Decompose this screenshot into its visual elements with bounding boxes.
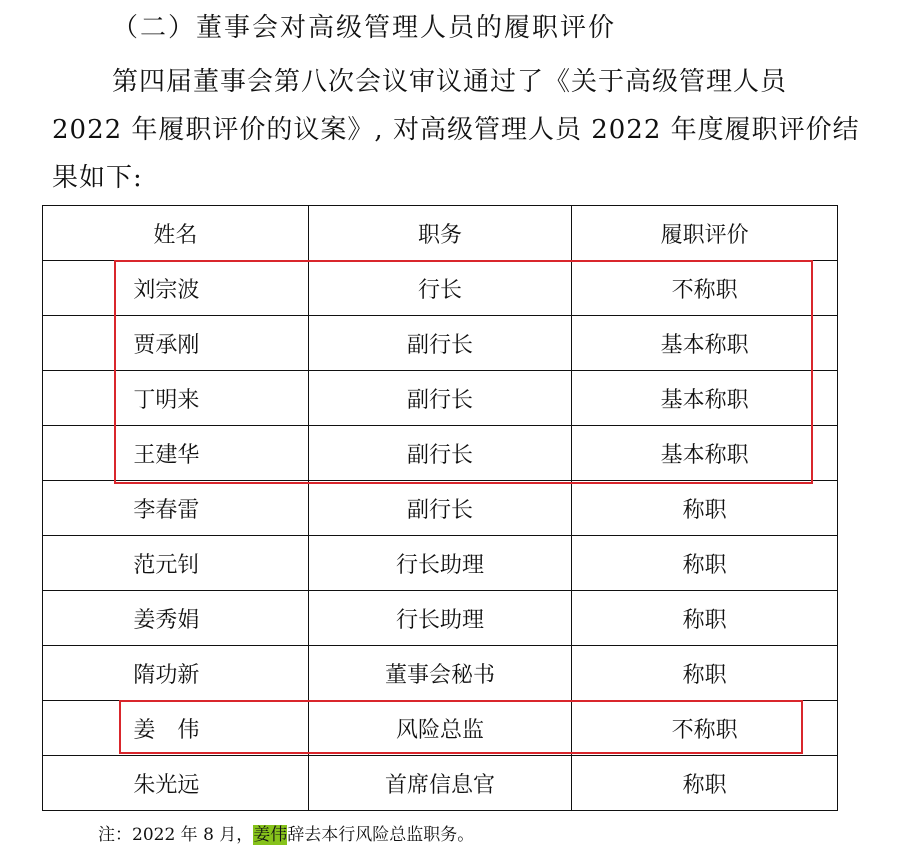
cell-name	[43, 316, 309, 371]
paragraph-line-1: 第四届董事会第八次会议审议通过了《关于高级管理人员	[112, 67, 788, 97]
cell-name	[43, 261, 309, 316]
cell-rating: 称职	[572, 481, 838, 536]
footnote-prefix: 注：2022 年 8 月，	[98, 825, 254, 845]
cell-position: 副行长	[308, 371, 572, 426]
cell-position: 副行长	[308, 426, 572, 481]
cell-name	[43, 646, 309, 701]
name-text: 贾承刚	[133, 332, 200, 358]
table-header-row	[43, 206, 838, 261]
name-text: 朱光远	[133, 772, 200, 798]
name-text: 隋功新	[133, 662, 200, 688]
table-row	[43, 371, 838, 426]
name-text: 姜 伟	[133, 717, 200, 743]
name-text: 王建华	[133, 442, 200, 468]
cell-rating: 不称职	[572, 701, 838, 756]
table-row	[43, 261, 838, 316]
cell-rating: 称职	[572, 591, 838, 646]
cell-rating: 称职	[572, 646, 838, 701]
paragraph-line-3: 果如下:	[52, 163, 143, 193]
cell-name	[43, 426, 309, 481]
cell-position: 董事会秘书	[308, 646, 572, 701]
table-row	[43, 701, 838, 756]
cell-position: 风险总监	[308, 701, 572, 756]
cell-rating: 基本称职	[572, 426, 838, 481]
intro-paragraph	[52, 58, 860, 202]
cell-rating: 不称职	[572, 261, 838, 316]
header-position: 职务	[308, 206, 572, 261]
paragraph-line-2: 2022 年履职评价的议案》, 对高级管理人员 2022 年度履职评价结	[52, 115, 860, 145]
table-row	[43, 756, 838, 811]
cell-name	[43, 701, 309, 756]
name-text: 李春雷	[133, 497, 200, 523]
cell-position: 行长助理	[308, 591, 572, 646]
cell-name	[43, 371, 309, 426]
cell-rating: 称职	[572, 756, 838, 811]
name-text: 丁明来	[133, 387, 200, 413]
table-row	[43, 646, 838, 701]
cell-rating: 基本称职	[572, 371, 838, 426]
cell-name	[43, 756, 309, 811]
footnote	[98, 822, 474, 848]
table-row	[43, 316, 838, 371]
cell-rating: 基本称职	[572, 316, 838, 371]
section-heading: （二）董事会对高级管理人员的履职评价	[112, 13, 617, 43]
cell-position: 行长	[308, 261, 572, 316]
cell-name	[43, 536, 309, 591]
header-name: 姓名	[43, 206, 309, 261]
table-row	[43, 536, 838, 591]
evaluation-table	[42, 205, 838, 811]
name-text: 范元钊	[133, 552, 200, 578]
cell-position: 副行长	[308, 316, 572, 371]
header-rating: 履职评价	[572, 206, 838, 261]
table-row	[43, 591, 838, 646]
footnote-suffix: 辞去本行风险总监职务。	[287, 825, 475, 845]
cell-position: 行长助理	[308, 536, 572, 591]
cell-position: 副行长	[308, 481, 572, 536]
name-text: 刘宗波	[133, 277, 200, 303]
name-text: 姜秀娟	[133, 607, 200, 633]
footnote-highlighted-name: 姜伟	[253, 825, 288, 845]
cell-rating: 称职	[572, 536, 838, 591]
cell-name	[43, 591, 309, 646]
cell-position: 首席信息官	[308, 756, 572, 811]
cell-name	[43, 481, 309, 536]
table-row	[43, 481, 838, 536]
table-row	[43, 426, 838, 481]
